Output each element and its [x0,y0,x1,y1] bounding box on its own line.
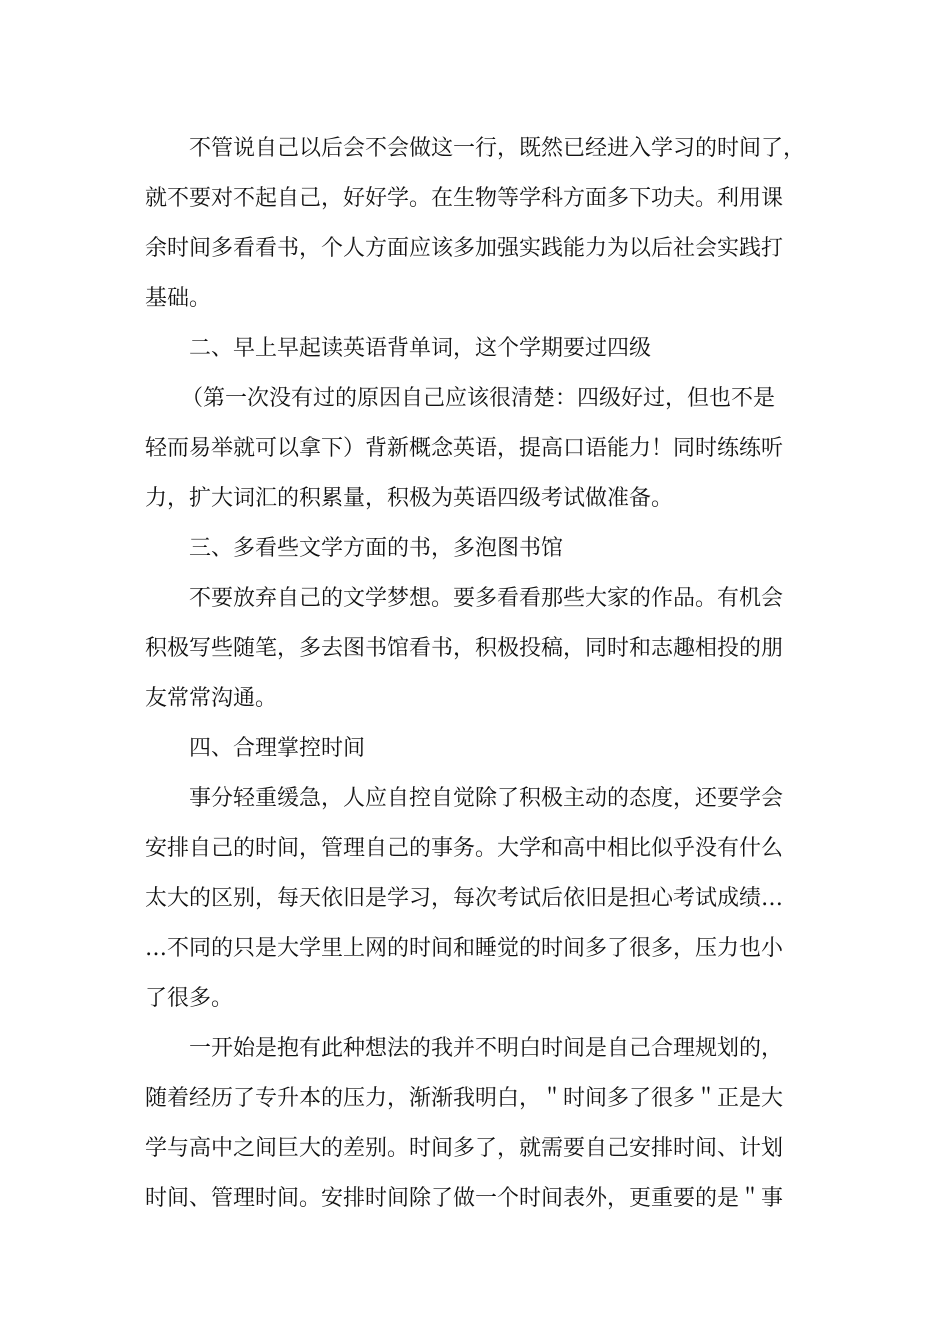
document-page [145,124,807,1224]
paragraph-line: 就不要对不起自己，好好学。在生物等学科方面多下功夫。利用课 [145,186,784,211]
paragraph-line: 力，扩大词汇的积累量，积极为英语四级考试做准备。 [145,486,674,511]
section-heading: 三、多看些文学方面的书，多泡图书馆 [189,536,564,561]
section-heading: 二、早上早起读英语背单词，这个学期要过四级 [189,336,652,361]
paragraph-line: 了很多。 [145,986,234,1011]
paragraph-line: 学与高中之间巨大的差别。时间多了，就需要自己安排时间、计划 [145,1136,784,1161]
paragraph-line: 基础。 [145,286,212,311]
paragraph-line: 随着经历了专升本的压力，渐渐我明白，＂时间多了很多＂正是大 [145,1086,784,1111]
paragraph-line: 不要放弃自己的文学梦想。要多看看那些大家的作品。有机会 [189,586,784,611]
paragraph-line: 余时间多看看书，个人方面应该多加强实践能力为以后社会实践打 [145,236,784,261]
paragraph-line: 轻而易举就可以拿下）背新概念英语，提高口语能力！同时练练听 [145,436,784,461]
paragraph-line: …不同的只是大学里上网的时间和睡觉的时间多了很多，压力也小 [145,936,784,961]
paragraph-line: 太大的区别，每天依旧是学习，每次考试后依旧是担心考试成绩… [145,886,784,911]
paragraph-line: 安排自己的时间，管理自己的事务。大学和高中相比似乎没有什么 [145,836,784,861]
paragraph-line: 一开始是抱有此种想法的我并不明白时间是自己合理规划的， [189,1036,784,1061]
paragraph-line: 积极写些随笔，多去图书馆看书，积极投稿，同时和志趣相投的朋 [145,636,784,661]
paragraph-line: 不管说自己以后会不会做这一行，既然已经进入学习的时间了， [189,136,806,161]
paragraph-line: 事分轻重缓急，人应自控自觉除了积极主动的态度，还要学会 [189,786,784,811]
section-heading: 四、合理掌控时间 [189,736,366,761]
paragraph-line: 友常常沟通。 [145,686,278,711]
paragraph-line: （第一次没有过的原因自己应该很清楚：四级好过，但也不是 [181,386,776,411]
paragraph-line: 时间、管理时间。安排时间除了做一个时间表外，更重要的是＂事 [145,1186,784,1211]
